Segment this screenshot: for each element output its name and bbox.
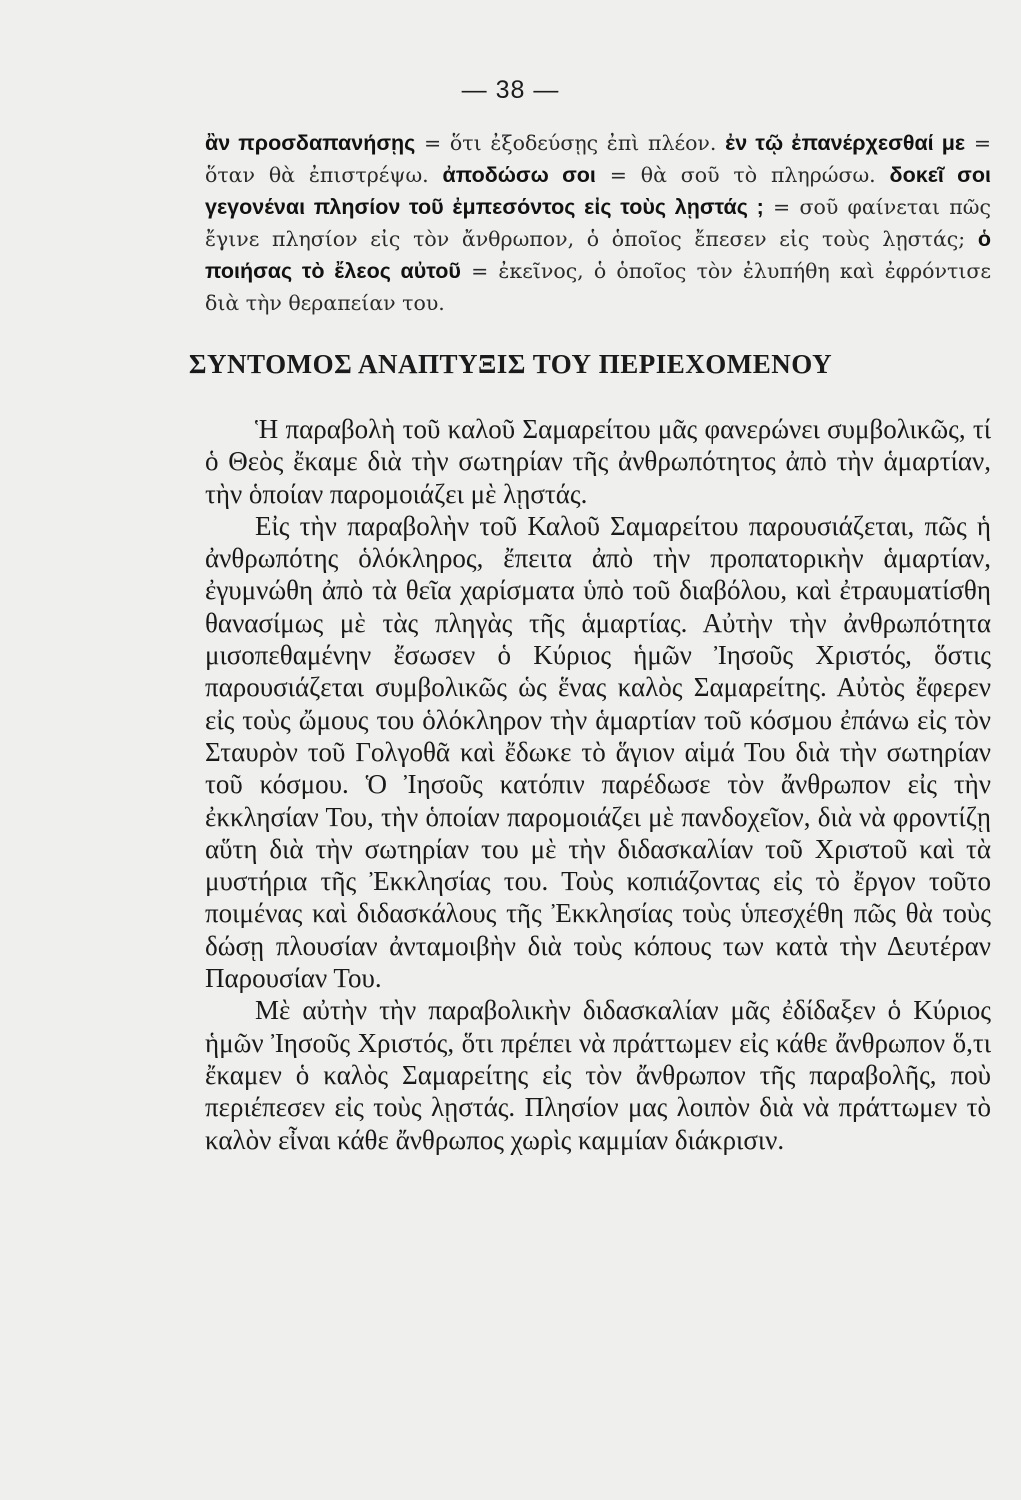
paragraph: Μὲ αὐτὴν τὴν παραβολικὴν διδασκαλίαν μᾶς ἐδίδαξεν ὁ Κύριος ἡμῶν Ἰησοῦς Χριστός, ὅτι πρέπει νὰ πράττωμεν εἰς κάθε ἄνθρωπον ὅ,τι ἔκαμεν ὁ καλὸς Σαμαρείτης εἰς τὸν ἄνθρωπον τῆς παραβολῆς, ποὺ περιέπεσεν εἰς τοὺς λῃστάς. Πλησίον μας λοιπὸν διὰ νὰ πράττωμεν τὸ καλὸν εἶναι κάθε ἄνθρωπος χωρὶς καμμίαν διάκρισιν. [205,995,991,1155]
paragraph: Ἡ παραβολὴ τοῦ καλοῦ Σαμαρείτου μᾶς φανερώνει συμβολικῶς, τί ὁ Θεὸς ἔκαμε διὰ τὴν σωτηρίαν τῆς ἀνθρωπότητος ἀπὸ τὴν ἁμαρτίαν, τὴν ὁποίαν παρομοιάζει μὲ λῃστάς. [205,414,991,509]
body-text [205,413,991,1156]
glossary-term: ἐν τῷ ἐπανέρχεσθαί με [725,131,966,155]
glossary-definition: = ἐκεῖνος, ὁ ὁποῖος τὸν ἐλυπήθη καὶ ἐφρόντισε διὰ τὴν θεραπείαν του. [205,259,991,315]
glossary-definition: = σοῦ φαίνεται πῶς ἔγινε πλησίον εἰς τὸν ἄνθρωπον, ὁ ὁποῖος ἔπεσεν εἰς τοὺς λῃστάς; [205,195,991,251]
glossary-definition: = ὅτι ἐξοδεύσῃς ἐπὶ πλέον. [415,131,726,155]
glossary-term: ὁ ποιήσας τὸ ἔλεος αὐτοῦ [205,227,991,283]
glossary-term: ἂν προσδαπανήσῃς [205,131,416,155]
glossary-term: δοκεῖ σοι γεγονέναι πλησίον τοῦ ἐμπεσόντος εἰς τοὺς λῃστάς ; [205,163,991,219]
glossary-notes [205,127,991,319]
glossary-definition: = ὅταν θὰ ἐπιστρέψω. [205,131,991,187]
glossary-definition: = θὰ σοῦ τὸ πληρώσω. [595,163,890,187]
glossary-term: ἀποδώσω σοι [442,163,596,187]
paragraph: Εἰς τὴν παραβολὴν τοῦ Καλοῦ Σαμαρείτου παρουσιάζεται, πῶς ἡ ἀνθρωπότης ὁλόκληρος, ἔπειτα ἀπὸ τὴν προπατορικὴν ἁμαρτίαν, ἐγυμνώθη ἀπὸ τὰ θεῖα χαρίσματα ὑπὸ τοῦ διαβόλου, καὶ ἐτραυματίσθη θανασίμως μὲ τὰς πληγὰς τῆς ἁμαρτίας. Αὐτὴν τὴν ἀνθρωπότητα μισοπεθαμένην ἔσωσεν ὁ Κύριος ἡμῶν Ἰησοῦς Χριστός, ὅστις παρουσιάζεται συμβολικῶς ὡς ἕνας καλὸς Σαμαρείτης. Αὐτὸς ἔφερεν εἰς τοὺς ὤμους του ὁλόκληρον τὴν ἁμαρτίαν τοῦ κόσμου ἐπάνω εἰς τὸν Σταυρὸν τοῦ Γολγοθᾶ καὶ ἔδωκε τὸ ἅγιον αἱμά Του διὰ τὴν σωτηρίαν τοῦ κόσμου. Ὁ Ἰησοῦς κατόπιν παρέδωσε τὸν ἄνθρωπον εἰς τὴν ἐκκλησίαν Του, τὴν ὁποίαν παρομοιάζει μὲ πανδοχεῖον, διὰ νὰ φροντίζῃ αὕτη διὰ τὴν σωτηρίαν του μὲ τὴν διδασκαλίαν τοῦ Χριστοῦ καὶ τὰ μυστήρια τῆς Ἐκκλησίας του. Τοὺς κοπιάζοντας εἰς τὸ ἔργον τοῦτο ποιμένας καὶ διδασκάλους τῆς Ἐκκλησίας τοὺς ὑπεσχέθη πῶς θὰ τοὺς δώσῃ πλουσίαν ἀνταμοιβὴν διὰ τοὺς κόπους των κατὰ τὴν Δευτέραν Παρουσίαν Του. [205,510,991,994]
page-number: — 38 — [461,76,560,104]
section-heading: ΣΥΝΤΟΜΟΣ ΑΝΑΠΤΥΞΙΣ ΤΟΥ ΠΕΡΙΕΧΟΜΕΝΟΥ [188,349,833,379]
